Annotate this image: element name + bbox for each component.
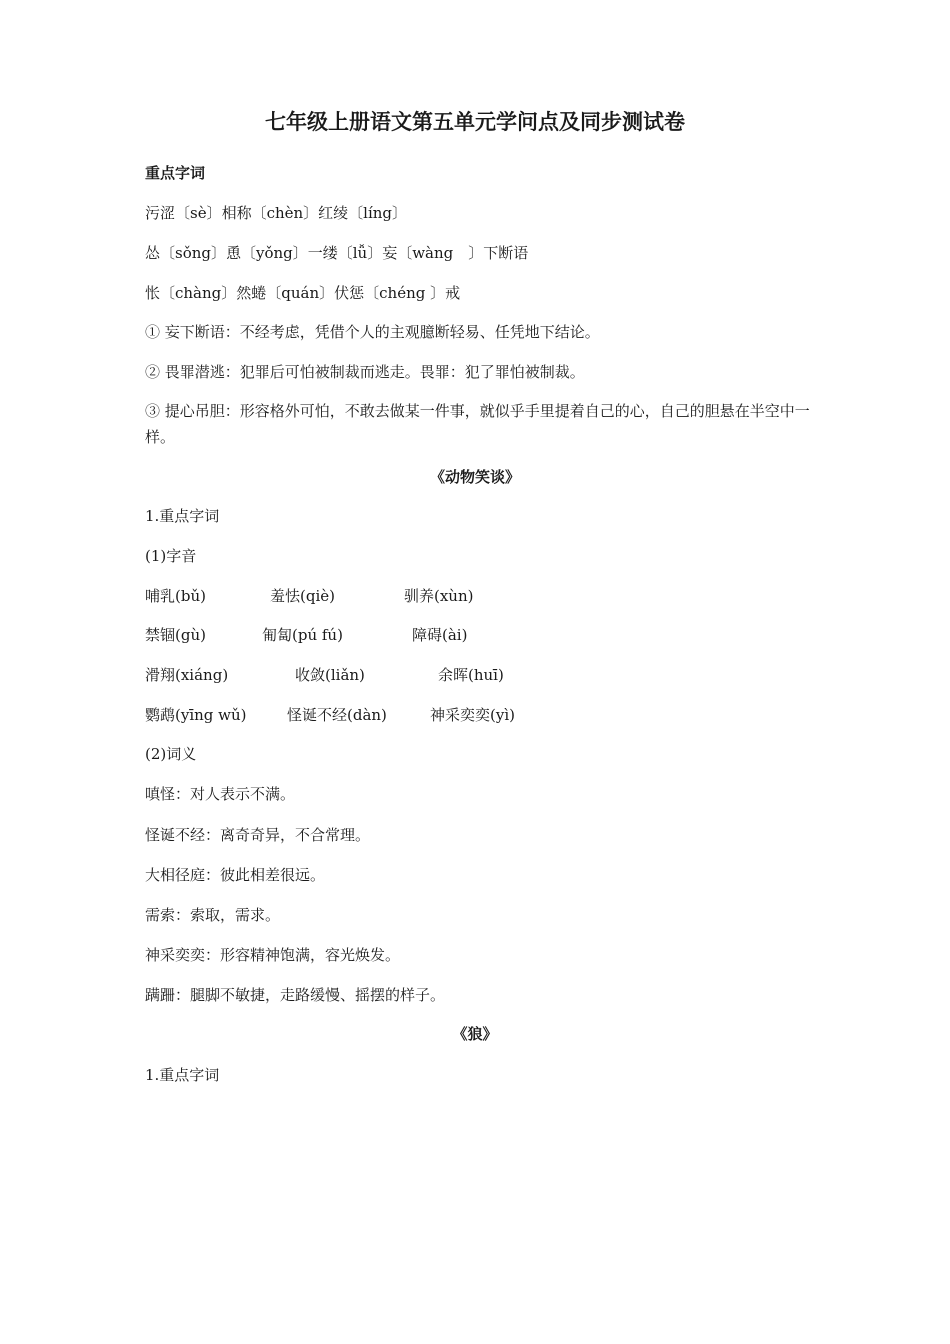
section-heading-key-words: 重点字词 [145,164,206,182]
section-heading-animal-jokes: 《动物笑谈》 [429,468,520,486]
meaning-line: 大相径庭：彼此相差很远。 [145,866,326,884]
meaning-line: 怪诞不经：离奇奇异，不合常理。 [145,826,371,844]
pinyin-item: 收敛(liǎn) [295,666,365,684]
pinyin-item: 神采奕奕(yì) [430,706,515,724]
subheading: 1.重点字词 [145,1066,220,1084]
vocab-line: 污涩〔sè〕相称〔chèn〕红绫〔líng〕 [145,204,408,222]
definition-line: ② 畏罪潜逃：犯罪后可怕被制裁而逃走。畏罪：犯了罪怕被制裁。 [145,363,585,381]
pinyin-item: 羞怯(qiè) [270,587,335,605]
subheading: (2)词义 [145,745,197,763]
pinyin-row [145,702,815,728]
subheading: (1)字音 [145,547,197,565]
vocab-line: 怂〔sǒng〕恿〔yǒng〕一缕〔lǚ〕妄〔wàng 〕下断语 [145,244,529,262]
meaning-line: 需索：索取，需求。 [145,906,281,924]
vocab-line: 怅〔chàng〕然蜷〔quán〕伏惩〔chéng 〕戒 [145,284,461,302]
subheading: 1.重点字词 [145,507,220,525]
section-heading-wolf: 《狼》 [452,1025,498,1043]
pinyin-item: 哺乳(bǔ) [145,587,206,605]
pinyin-item: 障碍(ài) [412,626,468,644]
pinyin-item: 怪诞不经(dàn) [287,706,387,724]
page-title: 七年级上册语文第五单元学问点及同步测试卷 [265,109,685,134]
pinyin-row [145,583,815,609]
pinyin-item: 匍匐(pú fú) [262,626,343,644]
pinyin-item: 禁锢(gù) [145,626,206,644]
pinyin-item: 鹦鹉(yīng wǔ) [145,706,247,724]
meaning-line: 蹒跚：腿脚不敏捷，走路缓慢、摇摆的样子。 [145,986,446,1004]
pinyin-row [145,622,815,648]
pinyin-item: 滑翔(xiáng) [145,666,229,684]
meaning-line: 神采奕奕：形容精神饱满，容光焕发。 [145,946,401,964]
pinyin-item: 余晖(huī) [438,666,504,684]
meaning-line: 嗔怪：对人表示不满。 [145,785,296,803]
definition-line: ① 妄下断语：不经考虑，凭借个人的主观臆断轻易、任凭地下结论。 [145,323,600,341]
definition-line: ③ 提心吊胆：形容格外可怕，不敢去做某一件事，就似乎手里提着自己的心，自己的胆悬在半空中一样。 [145,402,810,446]
pinyin-item: 驯养(xùn) [404,587,474,605]
pinyin-row [145,662,815,688]
